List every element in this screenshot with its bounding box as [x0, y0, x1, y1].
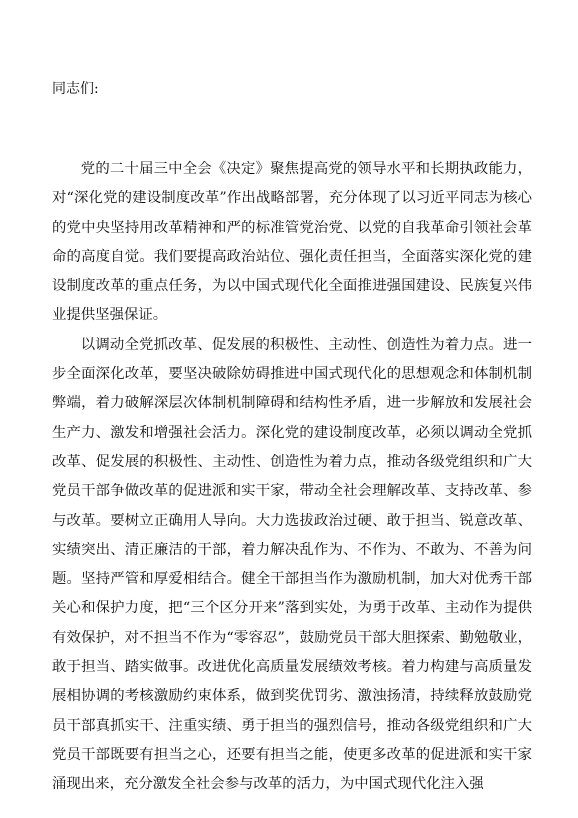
paragraph-2: 以调动全党抓改革、促发展的积极性、主动性、创造性为着力点。进一步全面深化改革，要坚决破除妨碍推进中国式现代化的思想观念和体制机制弊端，着力破解深层次体制机制障碍和结构性矛盾，进一步解放和发展社会生产力、激发和增强社会活力。深化党的建设制度改革，必须以调动全党抓改革、促发展的积极性、主动性、创造性为着力点，推动各级党组织和广大党员干部争做改革的促进派和实干家，带动全社会理解改革、支持改革、参与改革。要树立正确用人导向。大力选拔政治过硬、敢于担当、锐意改革、实绩突出、清正廉洁的干部，着力解决乱作为、不作为、不敢为、不善为问题。坚持严管和厚爱相结合。健全干部担当作为激励机制，加大对优秀干部关心和保护力度，把“三个区分开来”落到实处，为勇于改革、主动作为提供有效保护，对不担当不作为“零容忍”，鼓励党员干部大胆探索、勤勉敬业，敢于担当、踏实做事。改进优化高质量发展绩效考核。着力构建与高质量发展相协调的考核激励约束体系，做到奖优罚劣、激浊扬清，持续释放鼓励党员干部真抓实干、注重实绩、勇于担当的强烈信号，推动各级党组织和广大党员干部既要有担当之心，还要有担当之能，使更多改革的促进派和实干家涌现出来，充分激发全社会参与改革的活力，为中国式现代化注入强	[52, 336, 532, 793]
salutation: 同志们:	[52, 81, 99, 97]
paragraph-1: 党的二十届三中全会《决定》聚焦提高党的领导水平和长期执政能力，对“深化党的建设制度改革”作出战略部署，充分体现了以习近平同志为核心的党中央坚持用改革精神和严的标准管党治党、以党的自我革命引领社会革命的高度自觉。我们要提高政治站位、强化责任担当，全面落实深化党的建设制度改革的重点任务，为以中国式现代化全面推进强国建设、民族复兴伟业提供坚强保证。	[52, 161, 532, 324]
body-text	[52, 155, 532, 800]
